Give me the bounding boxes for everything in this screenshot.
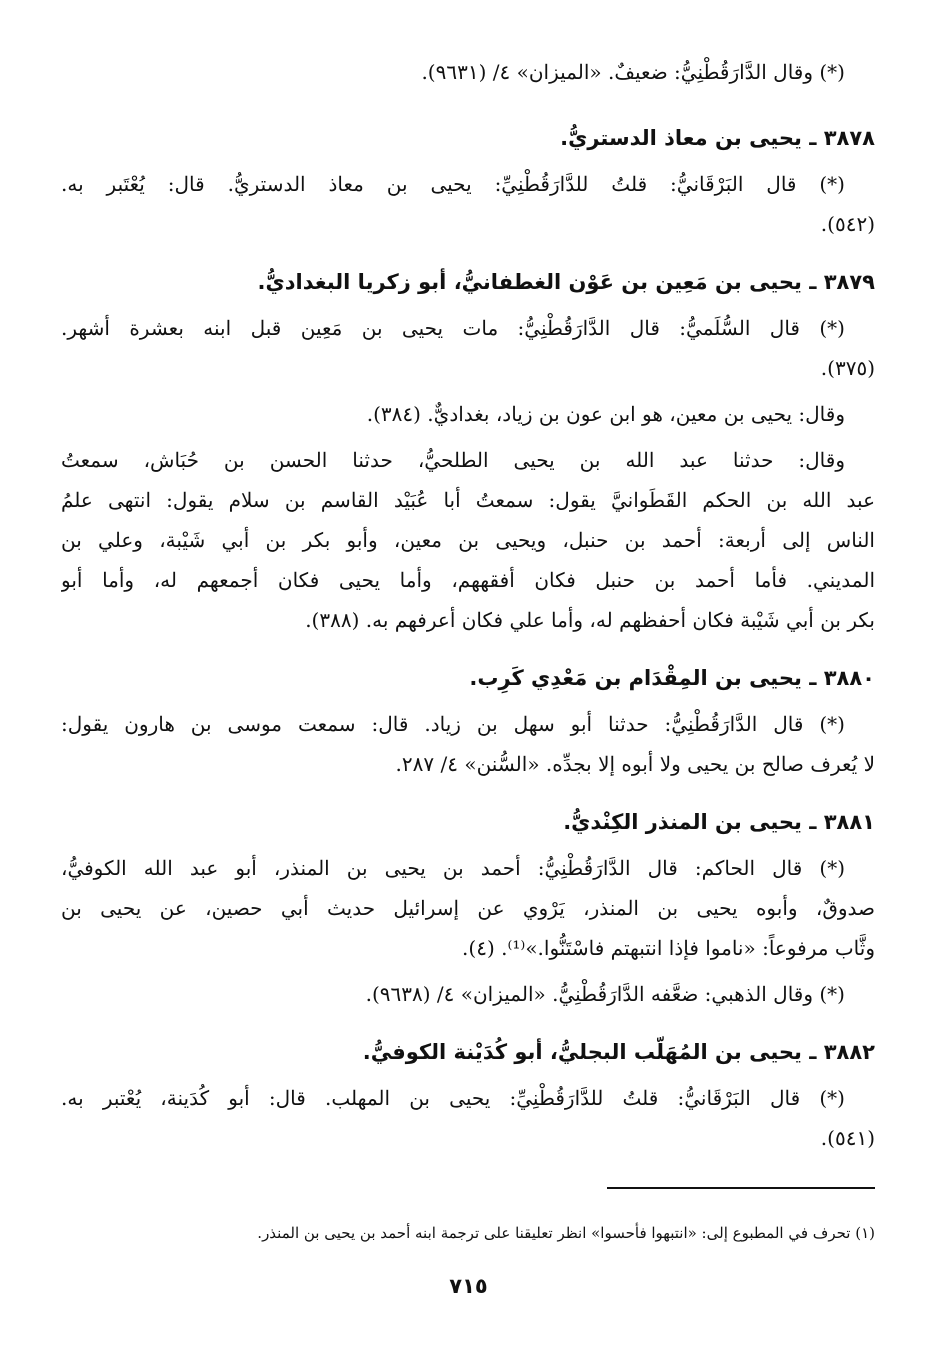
text-line: عبد الله بن الحكم القَطَوانيَّ يقول: سمعتُ أبا عُبَيْد القاسم بن سلام يقول: انتهى علمُ bbox=[61, 488, 875, 512]
text-line: (٥٤١). bbox=[820, 1126, 875, 1150]
entry-heading: ٣٨٨٠ ـ يحيى بن المِقْدَام بن مَعْدِي كَرِب. bbox=[469, 666, 875, 690]
text-line: بكر بن أبي شَيْبة فكان أحفظهم له، وأما علي فكان أعرفهم به. (٣٨٨). bbox=[305, 608, 875, 632]
text-line: وثَّاب مرفوعاً: «ناموا فإذا انتبهتم فاسْتَنُّوا.»⁽¹⁾. (٤). bbox=[462, 936, 875, 960]
text-line: (٥٤٢). bbox=[820, 212, 875, 236]
entry-heading: ٣٨٧٨ ـ يحيى بن معاذ الدستريُّ. bbox=[560, 126, 875, 150]
entry-heading: ٣٨٨٢ ـ يحيى بن المُهَلَّب البجليُّ، أبو كُدَيْنة الكوفيُّ. bbox=[362, 1040, 875, 1064]
text-line: (*) قال السُّلَميُّ: قال الدَّارَقُطْنِيُّ: مات يحيى بن مَعِين قبل ابنه بعشرة أشهر. bbox=[61, 316, 845, 340]
text-line: (*) وقال الذهبي: ضعَّفه الدَّارَقُطْنِيُّ. «الميزان» ٤/ (٩٦٣٨). bbox=[365, 982, 845, 1006]
text-line: لا يُعرف صالح بن يحيى ولا أبوه إلا بجدِّه. «السُّنن» ٤/ ٢٨٧. bbox=[395, 752, 875, 776]
text-line: وقال: يحيى بن معين، هو ابن عون بن زياد، بغداديٌّ. (٣٨٤). bbox=[366, 402, 845, 426]
text-line: (*) قال البَرْقَانيُّ: قلتُ للدَّارَقُطْنِيِّ: يحيى بن معاذ الدستريُّ. قال: يُعْتَبر به. bbox=[61, 172, 845, 196]
footnote-separator bbox=[607, 1187, 875, 1189]
page-number: ٧١٥ bbox=[449, 1274, 488, 1298]
text-line: صدوقٌ، وأبوه يحيى بن المنذر، يَرْوي عن إسرائيل حديث أبي حصين، عن يحيى بن bbox=[61, 896, 875, 920]
entry-heading: ٣٨٧٩ ـ يحيى بن مَعِين بن عَوْن الغطفانيُّ، أبو زكريا البغداديُّ. bbox=[257, 270, 875, 294]
text-line: المديني. فأما أحمد بن حنبل فكان أفقههم، وأما يحيى فكان أجمعهم له، وأما أبو bbox=[61, 568, 875, 592]
text-line: الناس إلى أربعة: أحمد بن حنبل، ويحيى بن معين، وأبو بكر بن أبي شَيْبة، وعلي بن bbox=[61, 528, 875, 552]
text-line: وقال: حدثنا عبد الله بن يحيى الطلحيُّ، حدثنا الحسن بن حُبَاش، سمعتُ bbox=[61, 448, 845, 472]
text-line: (*) قال الحاكم: قال الدَّارَقُطْنِيُّ: أحمد بن يحيى بن المنذر، أبو عبد الله الكوفيُّ، bbox=[61, 856, 845, 880]
entry-heading: ٣٨٨١ ـ يحيى بن المنذر الكِنْديُّ. bbox=[563, 810, 875, 834]
footnote: (١) تحرف في المطبوع إلى: «انتبهوا فأحسوا» انظر تعليقنا على ترجمة ابنه أحمد بن يحيى بن المنذر. bbox=[257, 1224, 875, 1242]
text-line: (*) وقال الدَّارَقُطْنِيُّ: ضعيفٌ. «الميزان» ٤/ (٩٦٣١). bbox=[421, 60, 845, 84]
text-line: (*) قال البَرْقَانيُّ: قلتُ للدَّارَقُطْنِيِّ: يحيى بن المهلب. قال: أبو كُدَينة، يُعْتبر به. bbox=[61, 1086, 845, 1110]
text-line: (*) قال الدَّارَقُطْنِيُّ: حدثنا أبو سهل بن زياد. قال: سمعت موسى بن هارون يقول: bbox=[61, 712, 845, 736]
text-line: (٣٧٥). bbox=[820, 356, 875, 380]
